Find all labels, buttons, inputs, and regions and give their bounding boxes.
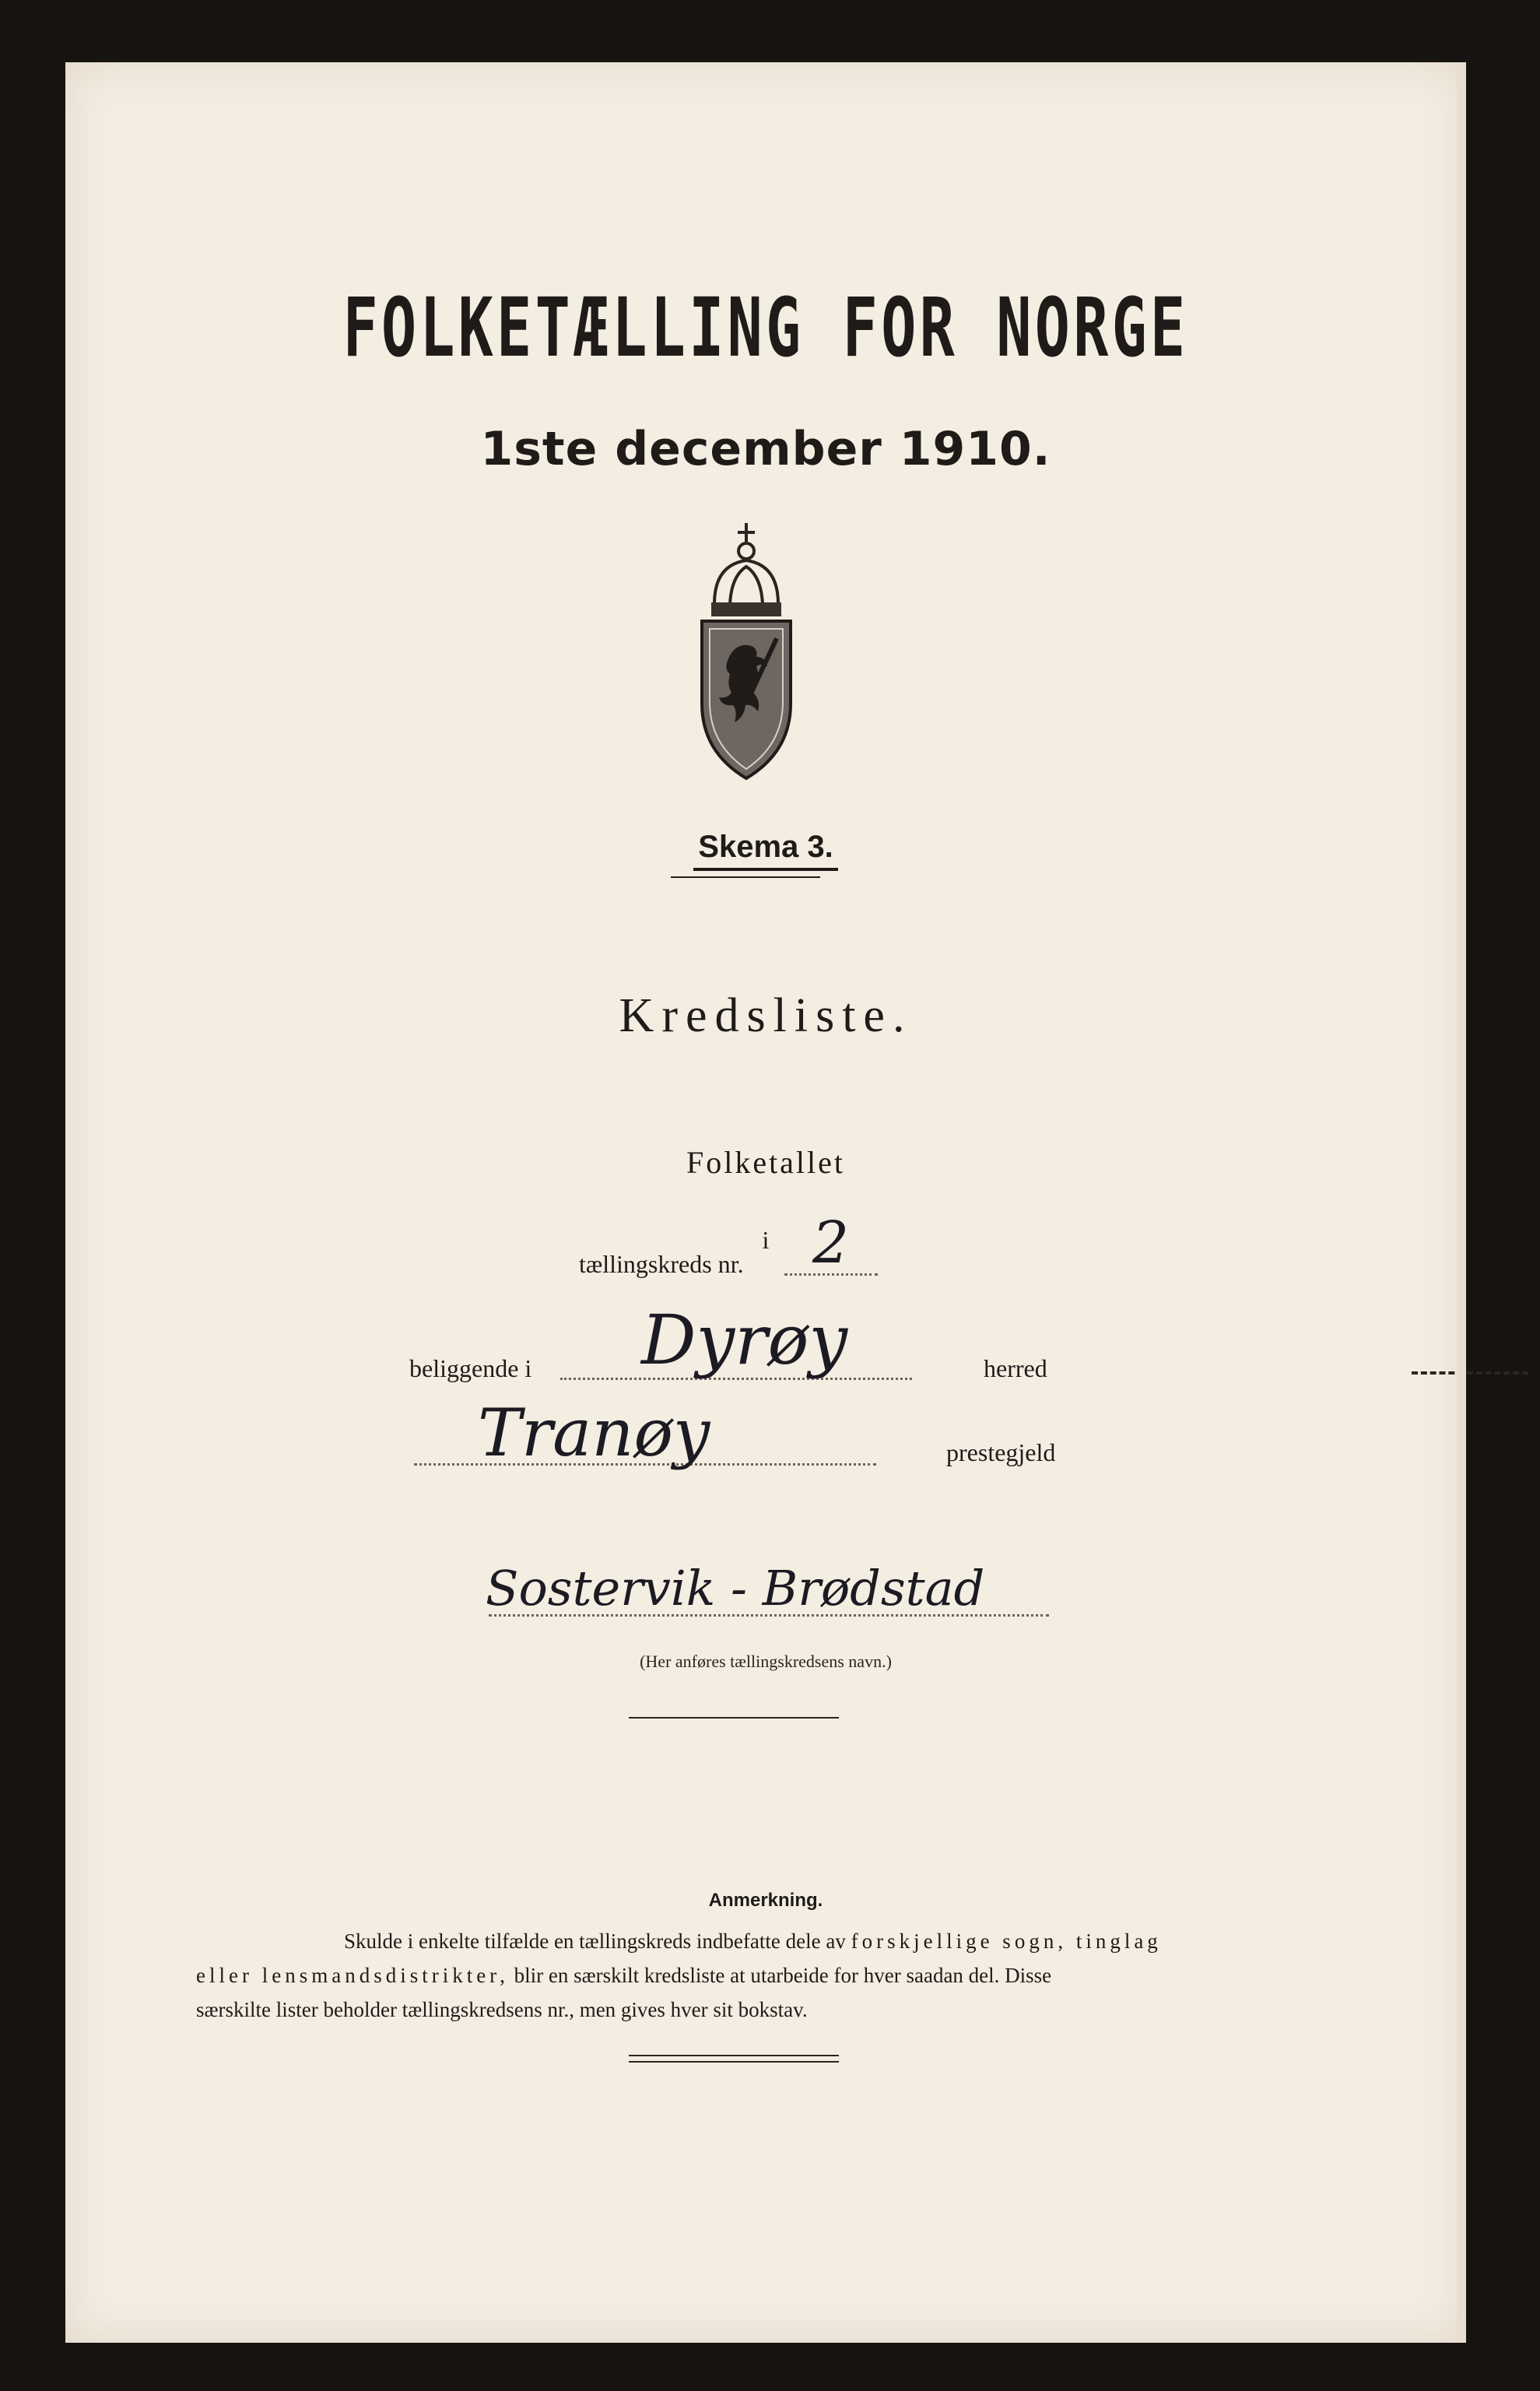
herred-value: Dyrøy xyxy=(641,1300,848,1380)
divider xyxy=(629,2055,839,2056)
document-subheading: Folketallet xyxy=(686,1145,846,1180)
document-heading: Kredsliste. xyxy=(619,989,913,1042)
divider xyxy=(629,2061,839,2063)
prestegjeld-value: Tranøy xyxy=(478,1395,710,1471)
preposition-text: i xyxy=(762,1226,770,1254)
kreds-number-label: tællingskreds nr. xyxy=(579,1250,744,1278)
kreds-name-value: Sostervik - Brødstad xyxy=(486,1560,985,1617)
note-text: eller lensmandsdistrikter, xyxy=(196,1964,509,1987)
census-date: 1ste december 1910. xyxy=(480,422,1051,476)
note-line xyxy=(196,1924,1348,1958)
note-text: blir en særskilt kredsliste at utarbeide for hver saadan del. Disse xyxy=(514,1964,1052,1987)
page-tear-mark xyxy=(1412,1371,1528,1376)
divider xyxy=(671,876,820,878)
kreds-name-caption: (Her anføres tællingskredsens navn.) xyxy=(640,1652,892,1671)
note-text: forskjellige sogn, tinglag xyxy=(851,1929,1162,1953)
note-text: Skulde i enkelte tilfælde en tællingskreds indbefatte dele av xyxy=(344,1929,846,1953)
schema-number xyxy=(65,830,1466,871)
note-body xyxy=(196,1924,1348,2027)
beliggende-label: beliggende i xyxy=(409,1354,532,1382)
herred-label: herred xyxy=(984,1354,1047,1382)
note-title: Anmerkning. xyxy=(708,1890,823,1911)
divider xyxy=(629,1717,839,1719)
page-title: FOLKETÆLLING FOR NORGE xyxy=(342,280,1189,375)
kreds-number-value: 2 xyxy=(812,1210,850,1276)
schema-label: Skema 3. xyxy=(693,830,837,871)
norwegian-coat-of-arms-icon xyxy=(691,518,802,783)
note-line: særskilte lister beholder tællingskredsens nr., men gives hver sit bokstav. xyxy=(196,1998,808,2021)
document-page xyxy=(65,62,1466,2343)
note-line xyxy=(196,1958,1348,1992)
prestegjeld-label: prestegjeld xyxy=(946,1438,1056,1466)
